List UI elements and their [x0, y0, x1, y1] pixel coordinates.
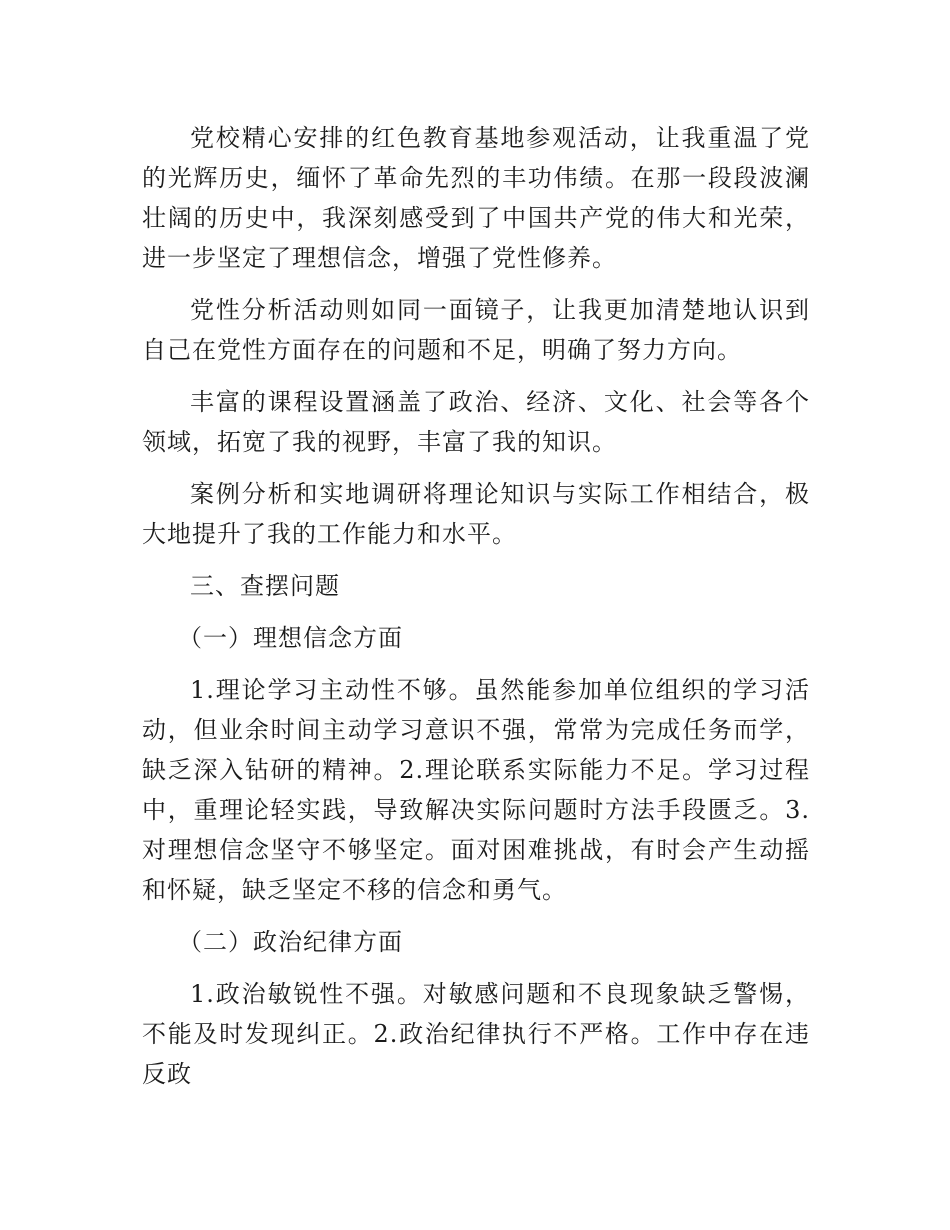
paragraph-discipline-issues: 1.政治敏锐性不强。对敏感问题和不良现象缺乏警惕，不能及时发现纠正。2.政治纪律执行不严格。工作中存在违反政 [142, 980, 810, 1088]
subheading-political-discipline: （二）政治纪律方面 [178, 928, 403, 956]
paragraph-case-study: 案例分析和实地调研将理论知识与实际工作相结合，极大地提升了我的工作能力和水平。 [142, 480, 810, 548]
paragraph-party-analysis: 党性分析活动则如同一面镜子，让我更加清楚地认识到自己在党性方面存在的问题和不足，明确了努力方向。 [142, 296, 810, 364]
document-page [142, 118, 810, 1106]
paragraph-ideals-issues: 1.理论学习主动性不够。虽然能参加单位组织的学习活动，但业余时间主动学习意识不强，常常为完成任务而学，缺乏深入钻研的精神。2.理论联系实际能力不足。学习过程中，重理论轻实践，导致解决实际问题时方法手段匮乏。3.对理想信念坚守不够坚定。面对困难挑战，有时会产生动摇和怀疑，缺乏坚定不移的信念和勇气。 [142, 676, 810, 904]
section-heading-problems: 三、查摆问题 [190, 572, 340, 600]
paragraph-red-education: 党校精心安排的红色教育基地参观活动，让我重温了党的光辉历史，缅怀了革命先烈的丰功伟绩。在那一段段波澜壮阔的历史中，我深刻感受到了中国共产党的伟大和光荣，进一步坚定了理想信念，增强了党性修养。 [142, 124, 810, 272]
paragraph-courses: 丰富的课程设置涵盖了政治、经济、文化、社会等各个领域，拓宽了我的视野，丰富了我的知识。 [142, 388, 810, 456]
subheading-ideals-beliefs: （一）理想信念方面 [178, 624, 403, 652]
